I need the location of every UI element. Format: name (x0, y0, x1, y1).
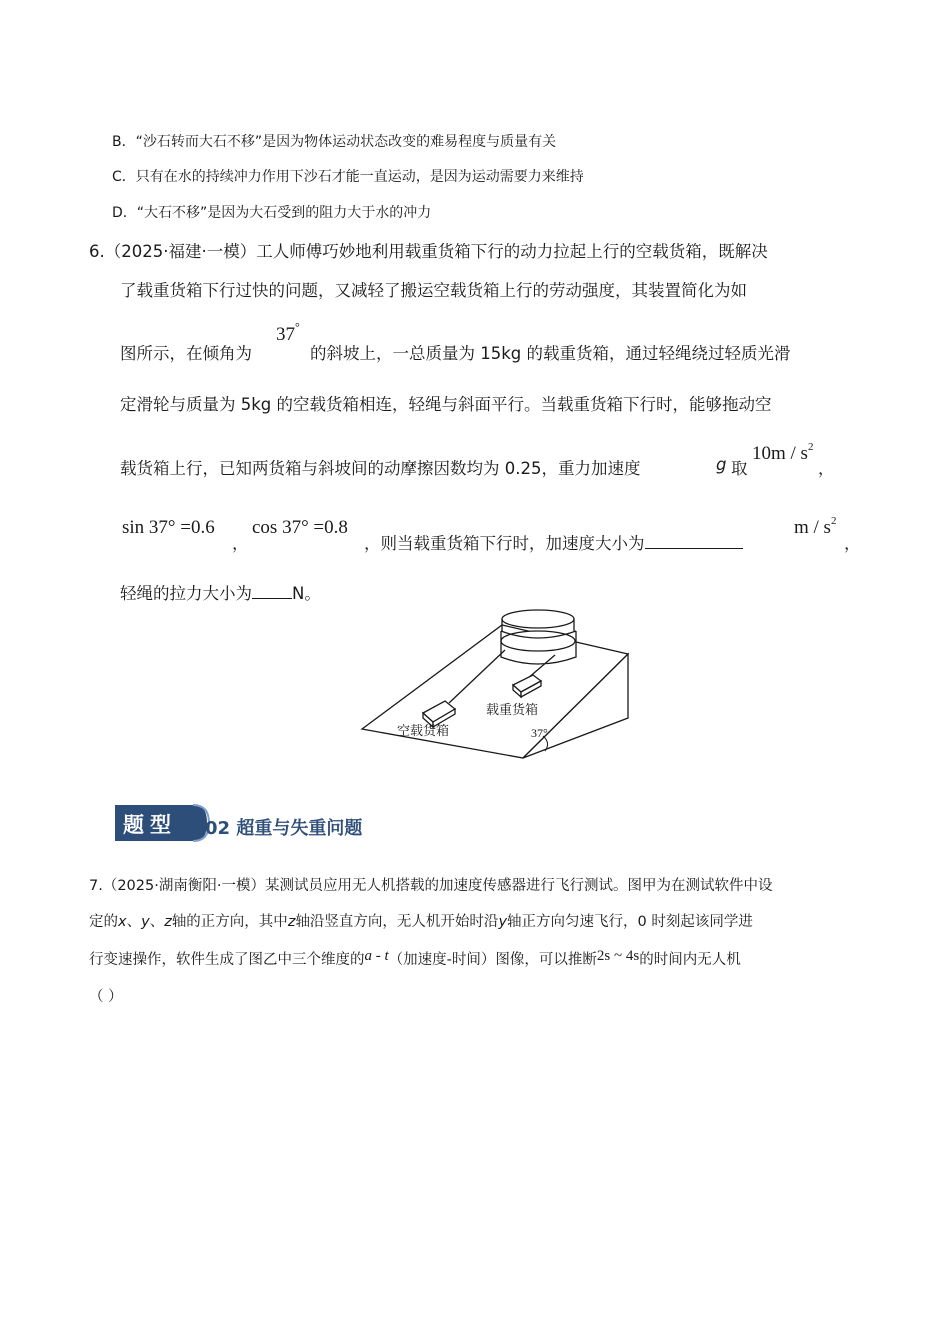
acceleration-blank[interactable] (645, 532, 743, 549)
q6-line-5: 载货箱上行，已知两货箱与斜坡间的动摩擦因数均为 0.25，重力加速度 (120, 459, 641, 478)
q6-take: 取 (731, 459, 748, 478)
section-title: 02 超重与失重问题 (205, 818, 363, 839)
section-header (115, 803, 405, 843)
g-symbol: g (716, 455, 727, 474)
g-value: $10m / s^2$ (752, 441, 814, 464)
comma: ， (232, 534, 249, 553)
q6-line-2: 了载重货箱下行过快的问题，又减轻了搬运空载货箱上行的劳动强度，其装置简化为如 (120, 281, 747, 300)
option-c: C．只有在水的持续冲力作用下沙石才能一直运动，是因为运动需要力来维持 (112, 169, 584, 185)
q6-line-4: 定滑轮与质量为 5kg 的空载货箱相连，轻绳与斜面平行。当载重货箱下行时，能够拖动空 (120, 395, 772, 414)
tension-blank[interactable] (252, 582, 292, 599)
q6-line-5-end: ， (818, 459, 835, 478)
label-loaded-box: 载重货箱 (486, 702, 539, 717)
q7-line-3: 行变速操作，软件生成了图乙中三个维度的a - t（加速度-时间）图像，可以推断2s ~ 4s的时间内无人机 (89, 948, 741, 968)
cos-value: cos 37° =0.8 (252, 517, 348, 538)
angle-37: 37° (276, 320, 300, 345)
q6-line-3: 图所示，在倾角为 (120, 344, 252, 363)
q6-line-6-end: ， (844, 534, 861, 553)
q7-line-2: 定的x、y、z轴的正方向，其中z轴沿竖直方向，无人机开始时沿y轴正方向匀速飞行，0 时刻起该同学进 (89, 914, 753, 930)
q6-line-7: 轻绳的拉力大小为 N。 (120, 584, 321, 603)
label-angle: 37° (531, 726, 548, 740)
q7-line-1: 7.（2025·湖南衡阳·一模）某测试员应用无人机搭载的加速度传感器进行飞行测试。图甲为在测试软件中设 (89, 878, 773, 894)
unit-ms2: m / $s^2$ (794, 515, 837, 538)
q7-answer-bracket: （ ） (89, 989, 123, 1005)
sin-value: sin 37° =0.6 (122, 517, 215, 538)
label-empty-box: 空载货箱 (397, 723, 450, 738)
q6-line-1: 6.（2025·福建·一模）工人师傅巧妙地利用载重货箱下行的动力拉起上行的空载货箱，既解决 (89, 242, 768, 261)
section-badge-text: 题型 (123, 812, 177, 837)
q6-line-6: ，则当载重货箱下行时，加速度大小为 (364, 530, 743, 554)
incline-figure (355, 605, 635, 765)
q6-line-3-post: 的斜坡上，一总质量为 15kg 的载重货箱，通过轻绳绕过轻质光滑 (310, 344, 791, 363)
option-b: B．“沙石转而大石不移”是因为物体运动状态改变的难易程度与质量有关 (112, 134, 557, 150)
option-d: D．“大石不移”是因为大石受到的阻力大于水的冲力 (112, 205, 432, 221)
